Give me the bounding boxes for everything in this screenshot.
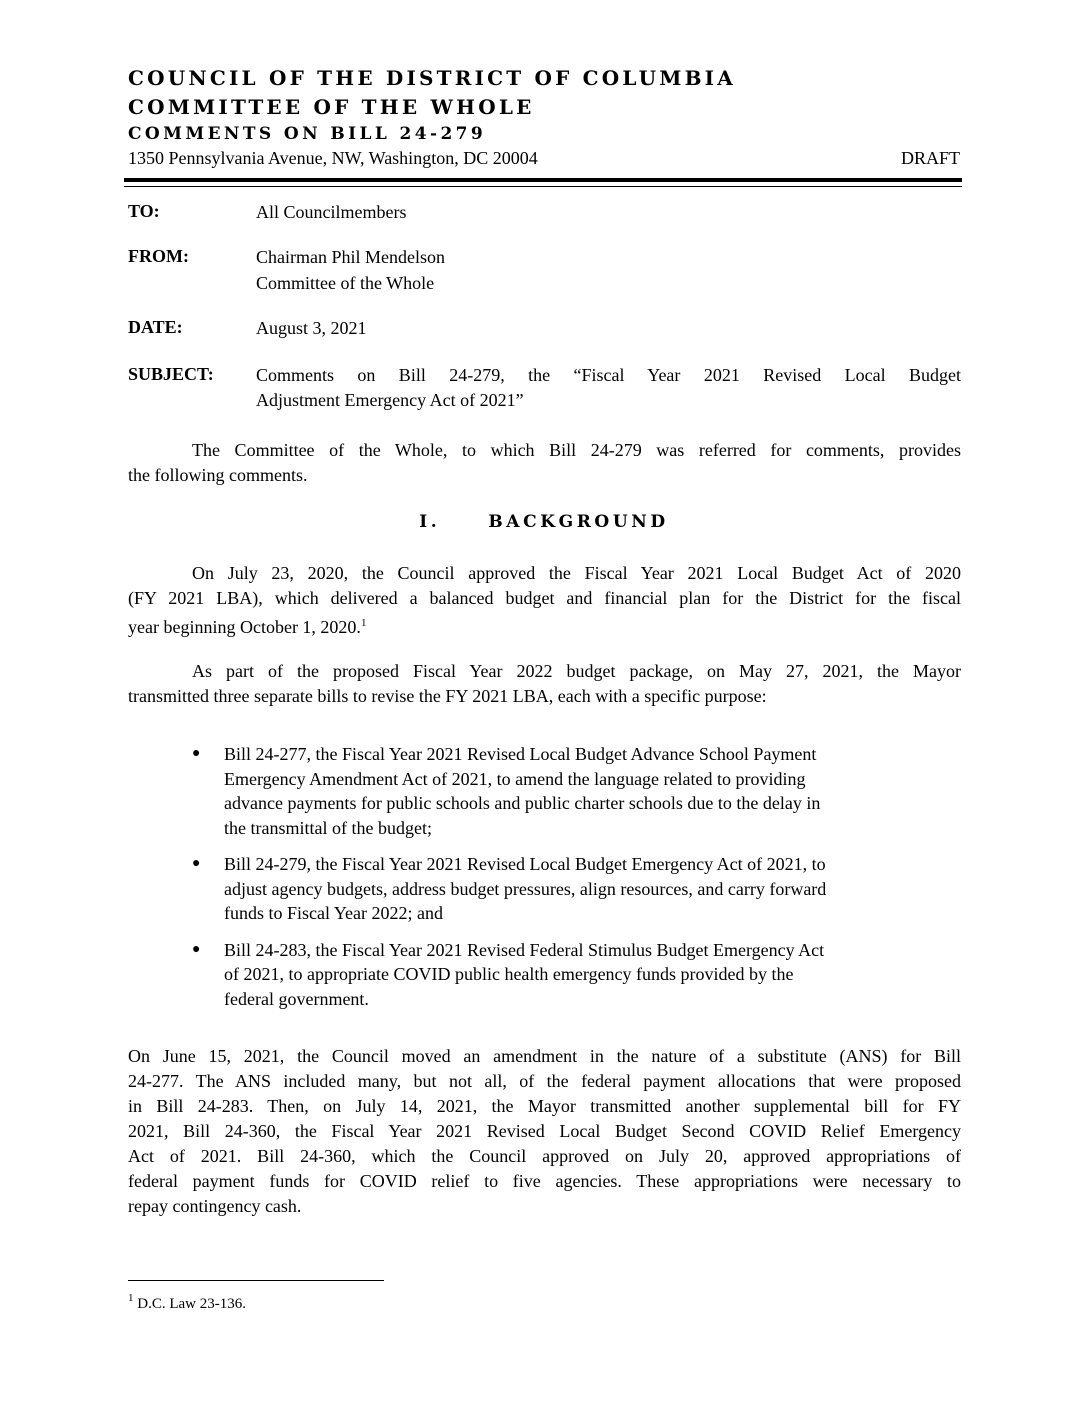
bullet-line: Emergency Amendment Act of 2021, to amend the language related to providing	[224, 768, 806, 789]
paragraph-line: As part of the proposed Fiscal Year 2022 budget package, on May 27, 2021, the Mayor	[192, 661, 961, 681]
paragraph-text: year beginning October 1, 2020.	[128, 617, 361, 637]
memo-from-committee: Committee of the Whole	[256, 273, 435, 293]
draft-label: DRAFT	[900, 148, 960, 168]
footnote-reference[interactable]: 1	[360, 617, 367, 629]
paragraph-line: The Committee of the Whole, to which Bill 24-279 was referred for comments, provides	[192, 440, 961, 460]
memo-date-value: August 3, 2021	[256, 318, 367, 338]
bullet-line: Bill 24-279, the Fiscal Year 2021 Revised Local Budget Emergency Act of 2021, to	[224, 854, 826, 874]
memo-subject-value	[256, 363, 961, 413]
paragraph-line: repay contingency cash.	[128, 1196, 302, 1216]
header-rule-thick	[124, 178, 962, 182]
paragraph-line: the following comments.	[128, 465, 308, 485]
letterhead-committee: COMMITTEE OF THE WHOLE	[128, 95, 535, 119]
header-rule-thin	[124, 186, 962, 187]
bullet-line: the transmittal of the budget;	[224, 817, 432, 838]
memo-subject-label: SUBJECT:	[128, 364, 214, 384]
bullet-line: funds to Fiscal Year 2022; and	[224, 903, 443, 923]
section-heading	[0, 512, 1088, 532]
letterhead-council: COUNCIL OF THE DISTRICT OF COLUMBIA	[128, 66, 736, 90]
paragraph-line	[128, 611, 961, 640]
bullet-dot-icon: ●	[192, 746, 201, 761]
paragraph-line: 24-277. The ANS included many, but not all, of the federal payment allocations that were proposed	[128, 1071, 961, 1091]
memo-subject-line: Adjustment Emergency Act of 2021”	[256, 390, 524, 410]
memo-to-value: All Councilmembers	[256, 202, 407, 222]
bullet-line: adjust agency budgets, address budget pressures, align resources, and carry forward	[224, 878, 827, 899]
paragraph-line: transmitted three separate bills to revise the FY 2021 LBA, each with a specific purpose:	[128, 686, 767, 706]
memo-subject-line: Comments on Bill 24-279, the “Fiscal Year 2021 Revised Local Budget	[256, 365, 961, 385]
footnote-marker: 1	[128, 1292, 134, 1304]
background-paragraph-3	[128, 1044, 961, 1219]
paragraph-line: federal payment funds for COVID relief to five agencies. These appropriations were necessary to	[128, 1171, 961, 1191]
bill-list	[192, 742, 952, 1023]
letterhead-comments: COMMENTS ON BILL 24-279	[128, 124, 487, 144]
bill-list-item	[192, 852, 952, 926]
bullet-line: Bill 24-283, the Fiscal Year 2021 Revised Federal Stimulus Budget Emergency Act	[224, 939, 825, 960]
intro-paragraph	[128, 438, 961, 488]
background-paragraph-2	[128, 659, 961, 709]
bill-list-item	[192, 938, 952, 1012]
bullet-line: federal government.	[224, 988, 369, 1009]
paragraph-line: On July 23, 2020, the Council approved the Fiscal Year 2021 Local Budget Act of 2020	[192, 563, 961, 583]
memo-to-label: TO:	[128, 201, 160, 221]
bullet-line: Bill 24-277, the Fiscal Year 2021 Revised Local Budget Advance School Payment	[224, 744, 817, 764]
memo-from-value	[256, 244, 445, 296]
bullet-dot-icon: ●	[192, 856, 201, 871]
section-title: BACKGROUND	[488, 512, 669, 532]
memo-date-label: DATE:	[128, 317, 183, 337]
background-paragraph-1	[128, 561, 961, 640]
memo-from-label: FROM:	[128, 246, 189, 266]
footnote-separator	[128, 1280, 384, 1281]
paragraph-line: On June 15, 2021, the Council moved an amendment in the nature of a substitute (ANS) for Bill	[128, 1046, 961, 1066]
bullet-dot-icon: ●	[192, 941, 201, 957]
paragraph-line: 2021, Bill 24-360, the Fiscal Year 2021 Revised Local Budget Second COVID Relief Emergency	[128, 1121, 961, 1141]
bill-list-item	[192, 742, 952, 840]
letterhead-address: 1350 Pennsylvania Avenue, NW, Washington, DC 20004	[128, 148, 538, 168]
bullet-line: of 2021, to appropriate COVID public health emergency funds provided by the	[224, 964, 794, 984]
paragraph-line: in Bill 24-283. Then, on July 14, 2021, the Mayor transmitted another supplemental bill for FY	[128, 1096, 961, 1116]
footnote-text: D.C. Law 23-136.	[133, 1296, 246, 1312]
paragraph-line: Act of 2021. Bill 24-360, which the Council approved on July 20, approved appropriations of	[128, 1146, 961, 1166]
memo-from-name: Chairman Phil Mendelson	[256, 247, 445, 267]
paragraph-line: (FY 2021 LBA), which delivered a balanced budget and financial plan for the District for the fiscal	[128, 588, 961, 608]
section-number: I.	[419, 512, 441, 532]
bullet-line: advance payments for public schools and public charter schools due to the delay in	[224, 793, 821, 813]
footnote	[128, 1292, 246, 1313]
